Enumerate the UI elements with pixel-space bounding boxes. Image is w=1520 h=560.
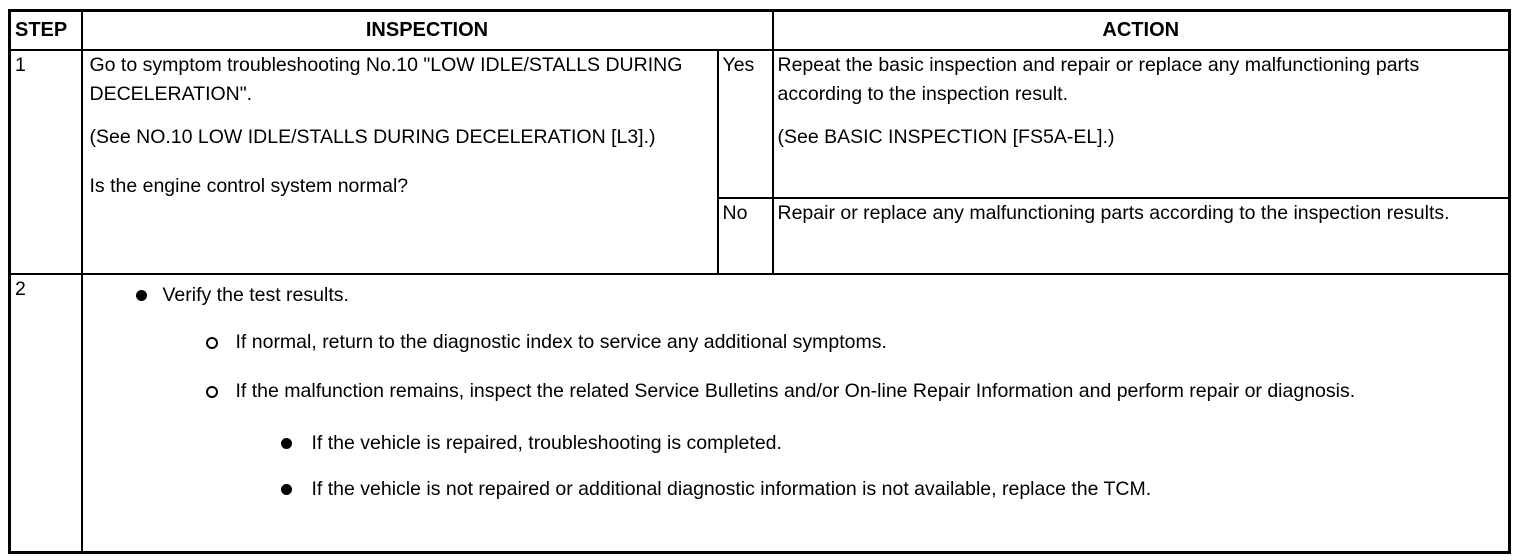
not-repaired-text: If the vehicle is not repaired or additional diagnostic information is not available, replace the TCM. [311, 478, 1152, 500]
list-item [83, 475, 1509, 504]
diagnostic-table [8, 9, 1511, 554]
bullet-ring-icon [206, 337, 218, 349]
step1-inspection-reference: (See NO.10 LOW IDLE/STALLS DURING DECELERATION [L3].) [89, 126, 656, 148]
step2-row [10, 274, 1510, 553]
bullet-dot-icon [136, 290, 147, 301]
bullet-dot-icon [281, 484, 292, 495]
no-label: No [718, 198, 773, 274]
step1-number: 1 [10, 50, 82, 274]
yes-action-text: Repeat the basic inspection and repair or replace any malfunctioning parts according to the inspection result. [777, 54, 1420, 105]
list-item [83, 429, 1509, 458]
list-item [83, 377, 1509, 406]
yes-action [773, 50, 1510, 198]
bullet-dot-icon [281, 438, 292, 449]
step1-yes-row [10, 50, 1510, 198]
no-action-text: Repair or replace any malfunctioning parts according to the inspection results. [777, 202, 1450, 224]
step1-inspection-text: Go to symptom troubleshooting No.10 "LOW IDLE/STALLS DURING DECELERATION". [89, 54, 683, 105]
step1-inspection [82, 50, 718, 274]
step1-inspection-question: Is the engine control system normal? [89, 175, 409, 197]
remains-text: If the malfunction remains, inspect the related Service Bulletins and/or On-line Repair Information and perform repair or diagnosis. [235, 380, 1356, 402]
list-item [83, 281, 1509, 310]
bullet-ring-icon [206, 386, 218, 398]
header-step: STEP [10, 11, 82, 51]
normal-text: If normal, return to the diagnostic index to service any additional symptoms. [235, 331, 887, 353]
repaired-text: If the vehicle is repaired, troubleshooting is completed. [311, 432, 782, 454]
step2-body [82, 274, 1510, 553]
step2-number: 2 [10, 274, 82, 553]
header-row [10, 11, 1510, 51]
header-action: ACTION [773, 11, 1510, 51]
yes-label: Yes [718, 50, 773, 198]
no-action [773, 198, 1510, 274]
header-inspection: INSPECTION [82, 11, 773, 51]
list-item [83, 328, 1509, 357]
yes-action-reference: (See BASIC INSPECTION [FS5A-EL].) [777, 126, 1115, 148]
verify-text: Verify the test results. [162, 284, 349, 306]
